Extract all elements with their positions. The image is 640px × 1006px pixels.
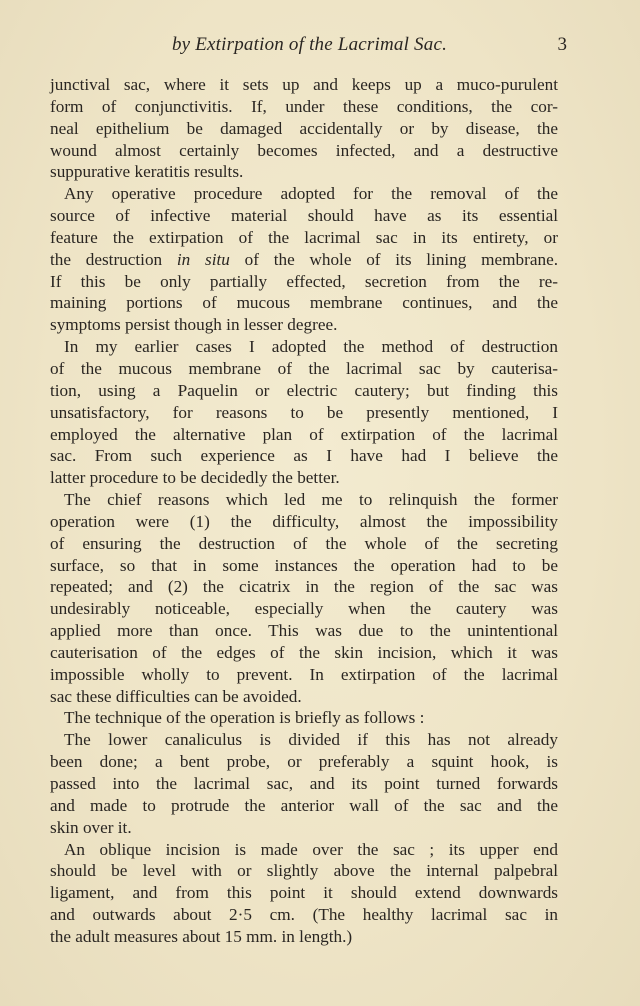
text-line: impossible wholly to prevent. In extirpation of the lacrimal (50, 664, 558, 684)
text-line: Any operative procedure adopted for the removal of the (64, 184, 558, 204)
text-line: of the mucous membrane of the lacrimal sac by cauterisa- (50, 358, 558, 378)
text-line: ligament, and from this point it should extend downwards (50, 883, 558, 903)
text-line (50, 249, 558, 271)
text-segment: the destruction (50, 249, 177, 269)
text-line: The technique of the operation is briefly as follows : (64, 708, 425, 728)
text-line: passed into the lacrimal sac, and its point turned forwards (50, 774, 558, 793)
text-line: source of infective material should have as its essential (50, 206, 558, 226)
text-line: symptoms persist though in lesser degree. (50, 315, 338, 335)
text-line: junctival sac, where it sets up and keeps up a muco-purulent (50, 75, 558, 94)
text-line: latter procedure to be decidedly the better. (50, 468, 340, 488)
running-head (52, 34, 567, 62)
text-line: In my earlier cases I adopted the method of destruction (64, 337, 558, 357)
text-line: wound almost certainly becomes infected, and a destructive (50, 140, 558, 160)
text-line: sac these difficulties can be avoided. (50, 686, 302, 706)
text-line: been done; a bent probe, or preferably a squint hook, is (50, 752, 558, 772)
text-line: and outwards about 2·5 cm. (The healthy lacrimal sac in (50, 905, 558, 925)
text-line: of ensuring the destruction of the whole of the secreting (50, 533, 558, 553)
page-number: 3 (557, 34, 567, 55)
text-line: form of conjunctivitis. If, under these conditions, the cor- (50, 96, 558, 116)
text-line: employed the alternative plan of extirpation of the lacrimal (50, 424, 558, 444)
text-line: operation were (1) the difficulty, almost the impossibility (50, 511, 558, 531)
running-title: by Extirpation of the Lacrimal Sac. (171, 34, 448, 55)
text-line: cauterisation of the edges of the skin incision, which it was (50, 642, 558, 662)
text-line: should be level with or slightly above the internal palpebral (50, 861, 558, 881)
text-line: An oblique incision is made over the sac ; its upper end (64, 839, 558, 859)
text-line: skin over it. (50, 817, 132, 837)
text-line: feature the extirpation of the lacrimal sac in its entirety, or (50, 227, 558, 247)
text-line: and made to protrude the anterior wall of the sac and the (50, 795, 558, 815)
text-line: sac. From such experience as I have had I believe the (50, 446, 558, 466)
text-line: maining portions of mucous membrane continues, and the (50, 293, 558, 313)
text-line: unsatisfactory, for reasons to be presently mentioned, I (50, 402, 558, 422)
text-line: The chief reasons which led me to relinquish the former (64, 490, 558, 510)
text-line: undesirably noticeable, especially when the cautery was (50, 599, 558, 619)
text-line: neal epithelium be damaged accidentally or by disease, the (50, 118, 558, 138)
text-line: the adult measures about 15 mm. in length.) (50, 926, 353, 946)
body-text (50, 74, 558, 948)
text-line: suppurative keratitis results. (50, 162, 244, 182)
text-line: surface, so that in some instances the operation had to be (50, 555, 558, 575)
text-line: tion, using a Paquelin or electric cautery; but finding this (50, 380, 558, 400)
text-line: applied more than once. This was due to the unintentional (50, 621, 558, 641)
text-line: The lower canaliculus is divided if this has not already (64, 730, 558, 750)
text-line: repeated; and (2) the cicatrix in the region of the sac was (50, 577, 558, 597)
text-segment: of the whole of its lining membrane. (229, 249, 558, 269)
italic-phrase: in situ (176, 249, 230, 269)
text-line: If this be only partially effected, secretion from the re- (50, 271, 558, 291)
